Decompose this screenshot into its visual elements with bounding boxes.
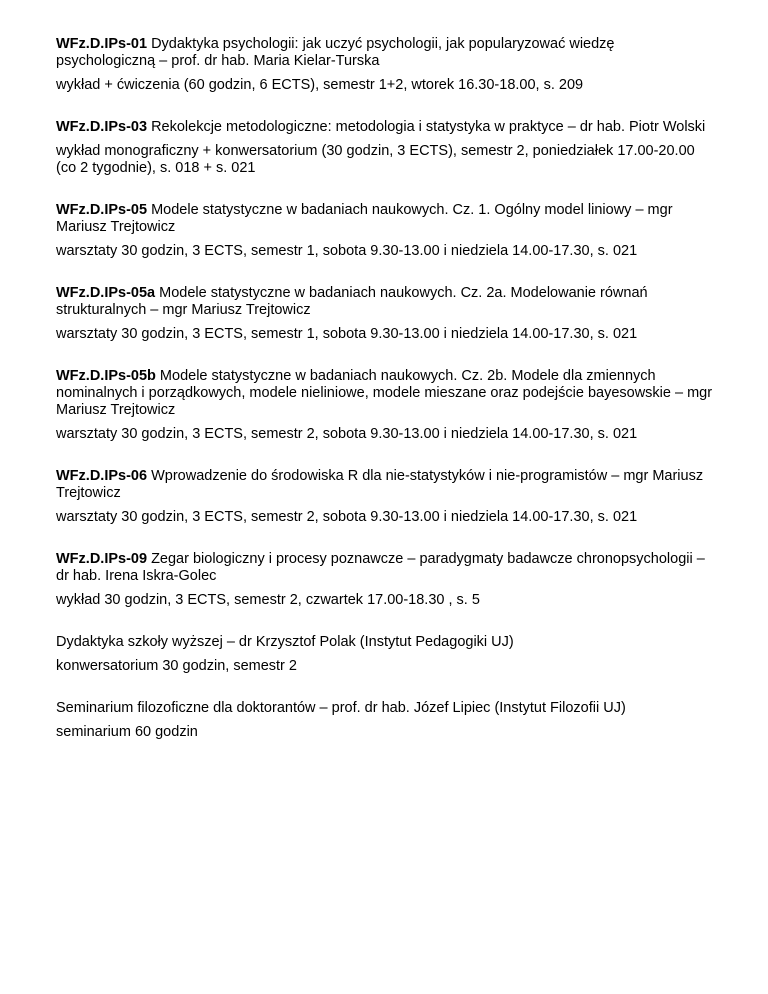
course-heading — [56, 468, 716, 502]
course-code: WFz.D.IPs-05 — [56, 202, 148, 218]
course-details: seminarium 60 godzin — [56, 724, 198, 740]
course-title: Dydaktyka szkoły wyższej – dr Krzysztof Polak (Instytut Pedagogiki UJ) — [56, 634, 514, 650]
course-title: Rekolekcje metodologiczne: metodologia i statystyka w praktyce – dr hab. Piotr Wolski — [147, 119, 706, 135]
course-heading — [56, 36, 716, 70]
course-heading — [56, 202, 716, 236]
course-details: warsztaty 30 godzin, 3 ECTS, semestr 2, sobota 9.30-13.00 i niedziela 14.00-17.30, s. 021 — [56, 509, 638, 525]
course-details: warsztaty 30 godzin, 3 ECTS, semestr 1, sobota 9.30-13.00 i niedziela 14.00-17.30, s. 021 — [56, 326, 638, 342]
course-title: Zegar biologiczny i procesy poznawcze – paradygmaty badawcze chronopsychologii – dr hab. Irena Iskra-Golec — [56, 551, 705, 584]
course-title: Modele statystyczne w badaniach naukowych. Cz. 1. Ogólny model liniowy – mgr Mariusz Trejtowicz — [56, 202, 673, 235]
course-heading — [56, 285, 716, 319]
course-entry — [56, 119, 716, 177]
course-code: WFz.D.IPs-05a — [56, 285, 156, 301]
course-entry — [56, 468, 716, 526]
course-details: wykład 30 godzin, 3 ECTS, semestr 2, czwartek 17.00-18.30 , s. 5 — [56, 592, 480, 608]
course-title: Modele statystyczne w badaniach naukowych. Cz. 2b. Modele dla zmiennych nominalnych i porządkowych, modele nieliniowe, modele mieszane oraz podejście bayesowskie – mgr Mariusz Trejtowicz — [56, 368, 713, 418]
document-page — [56, 36, 716, 766]
course-heading — [56, 368, 716, 419]
course-heading — [56, 551, 716, 585]
course-title: Modele statystyczne w badaniach naukowych. Cz. 2a. Modelowanie równań strukturalnych – mgr Mariusz Trejtowicz — [56, 285, 648, 318]
course-entry — [56, 285, 716, 343]
course-entry — [56, 634, 716, 675]
course-code: WFz.D.IPs-06 — [56, 468, 148, 484]
course-title: Seminarium filozoficzne dla doktorantów – prof. dr hab. Józef Lipiec (Instytut Filozofii UJ) — [56, 700, 626, 716]
course-code: WFz.D.IPs-09 — [56, 551, 148, 567]
course-entry — [56, 202, 716, 260]
course-code: WFz.D.IPs-01 — [56, 36, 148, 52]
course-entry — [56, 368, 716, 443]
course-details: warsztaty 30 godzin, 3 ECTS, semestr 2, sobota 9.30-13.00 i niedziela 14.00-17.30, s. 021 — [56, 426, 638, 442]
course-heading — [56, 634, 716, 651]
course-details: wykład monograficzny + konwersatorium (30 godzin, 3 ECTS), semestr 2, poniedziałek 17.00-20.00 (co 2 tygodnie), s. 018 + s. 021 — [56, 143, 695, 176]
course-entry — [56, 700, 716, 741]
course-entry — [56, 36, 716, 94]
course-title: Dydaktyka psychologii: jak uczyć psychologii, jak popularyzować wiedzę psychologiczną – prof. dr hab. Maria Kielar-Turska — [56, 36, 615, 69]
course-details: wykład + ćwiczenia (60 godzin, 6 ECTS), semestr 1+2, wtorek 16.30-18.00, s. 209 — [56, 77, 584, 93]
course-heading — [56, 119, 716, 136]
course-entry — [56, 551, 716, 609]
course-code: WFz.D.IPs-03 — [56, 119, 148, 135]
course-code: WFz.D.IPs-05b — [56, 368, 156, 384]
course-title: Wprowadzenie do środowiska R dla nie-statystyków i nie-programistów – mgr Mariusz Trejtowicz — [56, 468, 704, 501]
course-heading — [56, 700, 716, 717]
course-details: warsztaty 30 godzin, 3 ECTS, semestr 1, sobota 9.30-13.00 i niedziela 14.00-17.30, s. 021 — [56, 243, 638, 259]
course-details: konwersatorium 30 godzin, semestr 2 — [56, 658, 297, 674]
